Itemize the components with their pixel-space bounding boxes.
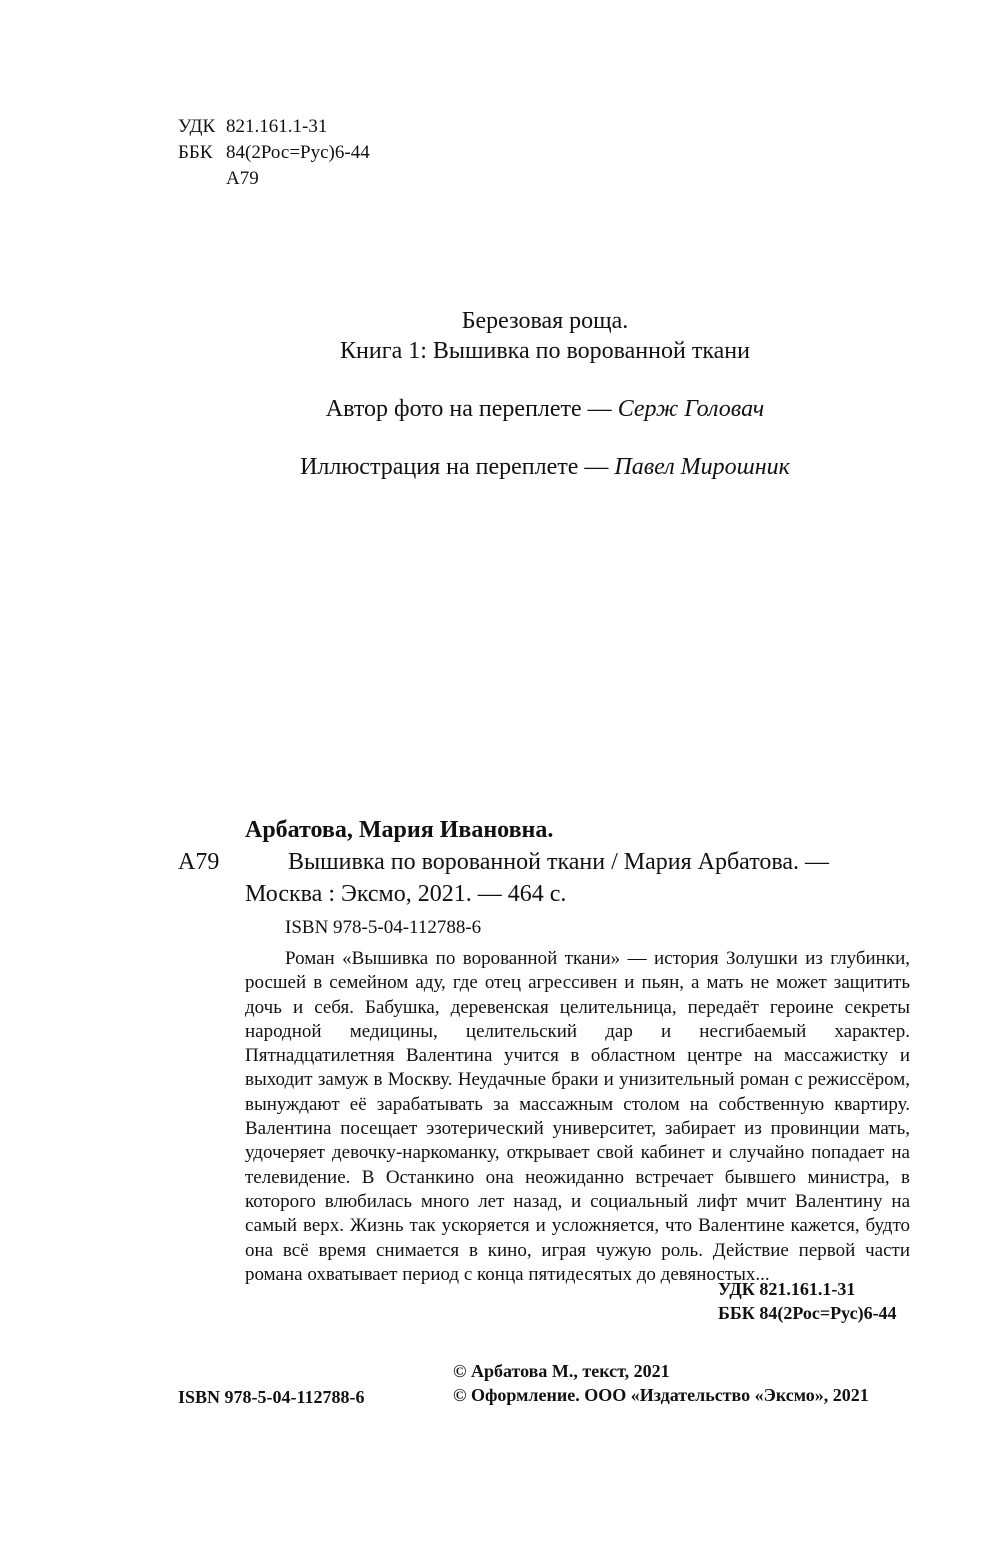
book-title: Книга 1: Вышивка по ворованной ткани [340, 338, 750, 364]
photo-credit-label: Автор фото на переплете — [325, 396, 612, 422]
annotation: Роман «Вышивка по ворованной ткани» — история Золушки из глубинки, росшей в семейном аду, где отец агрессивен и пьян, а мать не может защитить дочь и себя. Бабушка, деревенская целительница, передаёт героине секреты народной медицины, целительский дар и несгибаемый характер. Пятнадцатилетняя Валентина учится в областном центре на массажистку и выходит замуж в Москву. Неудачные браки и унизительный роман с режиссёром, вынуждают её зарабатывать за массажным столом на собственную квартиру. Валентина посещает эзотерический университет, забирает из провинции мать, удочеряет девочку-наркоманку, открывает свой кабинет и случайно попадает на телевидение. В Останкино она неожиданно встречает бывшего министра, в которого влюбилась много лет назад, и социальный лифт мчит Валентину на самый верх. Жизнь так ускоряется и усложняется, что Валентине кажется, будто она всё время снимается в кино, играя чужую роль. Действие первой части романа охватывает период с конца пятидесятых до девяностых... [245, 948, 910, 1285]
photo-credit-name: Серж Головач [617, 396, 765, 422]
card-author: Арбатова, Мария Ивановна. [245, 817, 554, 843]
udk-line [178, 114, 327, 140]
index-udk: УДК 821.161.1-31 [718, 1279, 856, 1299]
card-isbn: ISBN 978-5-04-112788-6 [285, 917, 482, 938]
bbk-line [178, 140, 370, 166]
isbn-bottom: ISBN 978-5-04-112788-6 [178, 1387, 365, 1407]
illustration-credit-name: Павел Мирошник [614, 454, 790, 480]
author-sign-top: А79 [226, 168, 259, 189]
udk-value: 821.161.1-31 [226, 116, 328, 137]
udk-label: УДК [178, 116, 216, 137]
series-title: Березовая роща. [461, 308, 629, 334]
index-bbk: ББК 84(2Рос=Рус)6-44 [718, 1303, 897, 1323]
title-block [200, 306, 890, 366]
photo-credit [200, 394, 890, 424]
card-sign: А79 [178, 849, 220, 875]
illustration-credit [200, 452, 890, 482]
copyright-design: © Оформление. ООО «Издательство «Эксмо», 2021 [453, 1385, 869, 1405]
bbk-label: ББК [178, 142, 213, 163]
index-block [718, 1277, 897, 1325]
copyright-text: © Арбатова М., текст, 2021 [453, 1361, 670, 1381]
card-title-line: Вышивка по ворованной ткани / Мария Арбатова. — [288, 849, 830, 875]
bbk-value: 84(2Рос=Рус)6-44 [226, 142, 370, 163]
illustration-credit-label: Иллюстрация на переплете — [300, 454, 609, 480]
card-imprint-line: Москва : Эксмо, 2021. — 464 с. [245, 881, 567, 907]
copyright-block [453, 1359, 910, 1407]
